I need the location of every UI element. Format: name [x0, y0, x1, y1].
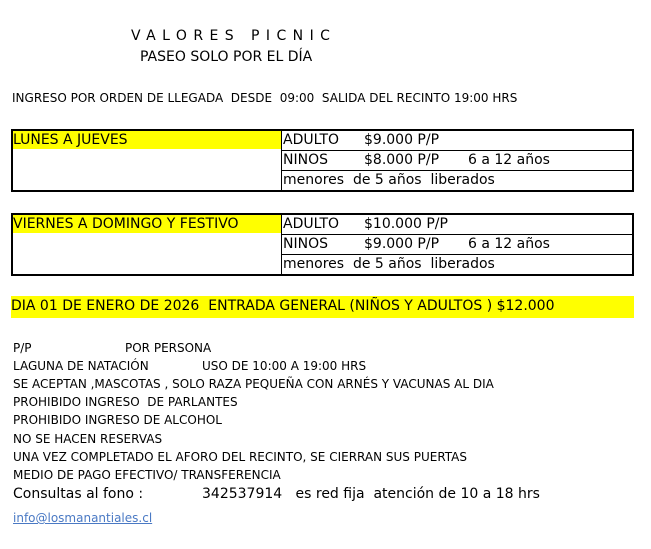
rule-payment: MEDIO DE PAGO EFECTIVO/ TRANSFERENCIA — [13, 468, 281, 482]
child-age: 6 a 12 años — [468, 236, 550, 252]
child-age: 6 a 12 años — [468, 152, 550, 168]
child-price: $9.000 P/P — [364, 236, 440, 252]
page-title: VALORES PICNIC — [131, 28, 337, 44]
per-person-label: POR PERSONA — [125, 341, 212, 355]
rule-reservations: NO SE HACEN RESERVAS — [13, 432, 163, 446]
child-row — [282, 235, 634, 255]
new-year-banner: DIA 01 DE ENERO DE 2026 ENTRADA GENERAL (NIÑOS Y ADULTOS ) $12.000 — [11, 296, 634, 318]
adult-label: ADULTO — [283, 132, 340, 148]
child-price: $8.000 P/P — [364, 152, 440, 168]
minors-row — [282, 171, 634, 191]
child-row — [282, 151, 634, 171]
page-subtitle: PASEO SOLO POR EL DÍA — [140, 49, 313, 65]
adult-row — [282, 131, 634, 151]
rule-alcohol: PROHIBIDO INGRESO DE ALCOHOL — [13, 413, 222, 427]
adult-row — [282, 215, 634, 235]
rule-pets: SE ACEPTAN ,MASCOTAS , SOLO RAZA PEQUEÑA CON ARNÉS Y VACUNAS AL DIA — [13, 377, 494, 391]
adult-price: $10.000 P/P — [364, 216, 448, 232]
email-link[interactable]: info@losmanantiales.cl — [13, 511, 153, 525]
adult-label: ADULTO — [283, 216, 340, 232]
price-table-weekend — [11, 213, 634, 276]
day-label: VIERNES A DOMINGO Y FESTIVO — [13, 215, 281, 233]
schedule-text: INGRESO POR ORDEN DE LLEGADA DESDE 09:00 SALIDA DEL RECINTO 19:00 HRS — [12, 91, 518, 105]
child-label: NINOS — [283, 236, 328, 252]
minors-text: menores de 5 años liberados — [283, 256, 495, 272]
pp-label: P/P — [13, 341, 32, 355]
price-column — [281, 131, 634, 190]
pool-label: LAGUNA DE NATACIÓN — [13, 359, 149, 373]
day-label: LUNES A JUEVES — [13, 131, 281, 149]
rule-capacity: UNA VEZ COMPLETADO EL AFORO DEL RECINTO, SE CIERRAN SUS PUERTAS — [13, 450, 468, 464]
minors-row — [282, 255, 634, 275]
adult-price: $9.000 P/P — [364, 132, 440, 148]
price-table-weekdays — [11, 129, 634, 192]
rule-speakers: PROHIBIDO INGRESO DE PARLANTES — [13, 395, 238, 409]
child-label: NINOS — [283, 152, 328, 168]
phone-detail: 342537914 es red fija atención de 10 a 18 hrs — [202, 486, 540, 502]
price-column — [281, 215, 634, 274]
minors-text: menores de 5 años liberados — [283, 172, 495, 188]
pool-hours: USO DE 10:00 A 19:00 HRS — [202, 359, 367, 373]
phone-label: Consultas al fono : — [13, 486, 144, 502]
